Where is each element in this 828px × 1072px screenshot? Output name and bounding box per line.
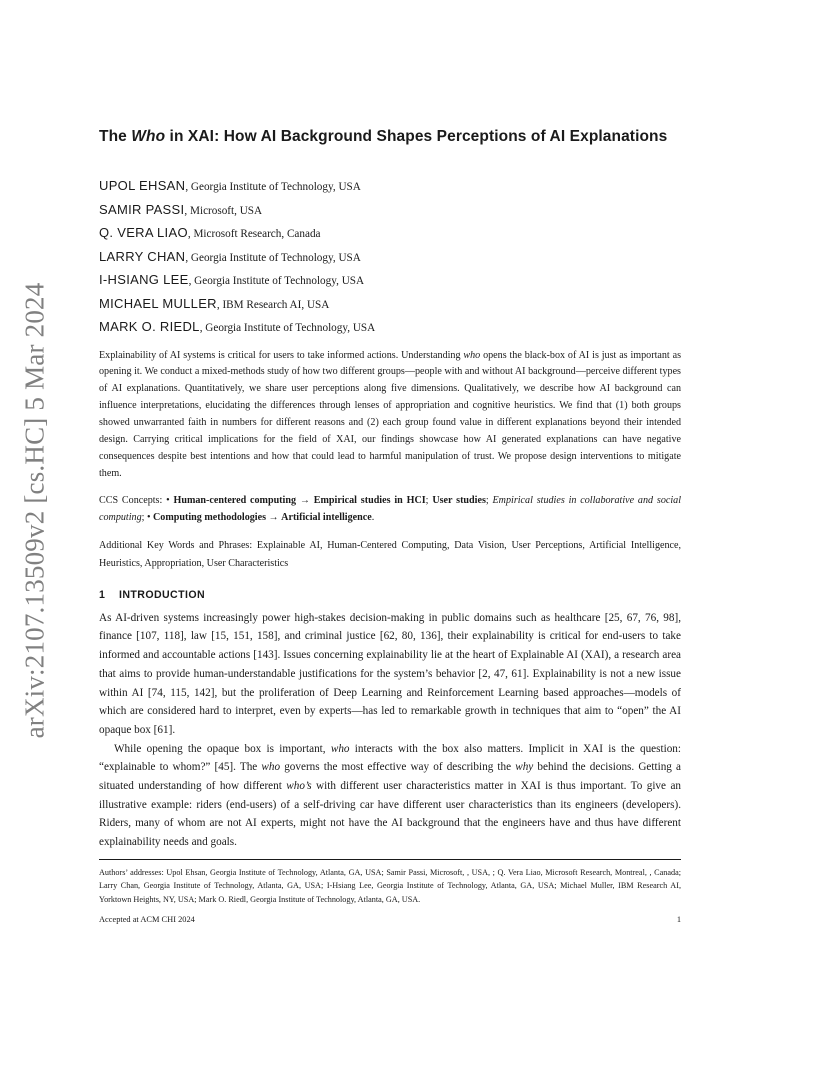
paper-title bbox=[99, 126, 681, 148]
author-line bbox=[99, 269, 681, 293]
arxiv-identifier-sidebar bbox=[12, 260, 58, 760]
author-line bbox=[99, 316, 681, 340]
title-suffix: in XAI: How AI Background Shapes Perceptions of AI Explanations bbox=[165, 128, 668, 145]
author-affiliation: , Georgia Institute of Technology, USA bbox=[185, 251, 361, 264]
author-affiliation: , Georgia Institute of Technology, USA bbox=[185, 181, 361, 193]
abstract: Explainability of AI systems is critical for users to take informed actions. Understanding who opens the black-box of AI is just as important as opening it. We conduct a mixed-methods study of how two different groups—people with and without AI background—perceive different types of AI explanations. Quantitatively, we share user perceptions along five dimensions. Qualitatively, we describe how AI background can influence interpretations, elucidating the differences through lenses of appropriation and cognitive heuristics. We find that (1) both groups showed unwarranted faith in numbers for different reasons and (2) each group found value in different explanations beyond their intended design. Carrying critical implications for the field of XAI, our findings showcase how AI generated explanations can have negative consequences despite best intentions and how that could lead to harmful manipulation of trust. We propose design interventions to mitigate them. bbox=[99, 349, 681, 479]
author-affiliation: , IBM Research AI, USA bbox=[216, 298, 330, 311]
ccs-concepts: CCS Concepts: • Human-centered computing → Empirical studies in HCI; User studies; Empirical studies in collaborative and social computing; • Computing methodologies → Artificial intelligence. bbox=[99, 494, 682, 523]
author-affiliation: , Georgia Institute of Technology, USA bbox=[188, 275, 365, 287]
section-number: 1 bbox=[99, 588, 106, 601]
author-line bbox=[99, 246, 681, 270]
author-line bbox=[99, 222, 681, 246]
author-line bbox=[99, 199, 681, 223]
author-affiliation: , Microsoft, USA bbox=[184, 204, 263, 217]
additional-keywords: Additional Key Words and Phrases: Explainable AI, Human-Centered Computing, Data Vision, User Perceptions, Artificial Intelligence, Heuristics, Appropriation, User Characteristics bbox=[99, 539, 681, 570]
section-title: INTRODUCTION bbox=[119, 588, 206, 601]
author-name: I-HSIANG LEE bbox=[99, 272, 189, 287]
author-name: MARK O. RIEDL bbox=[99, 319, 200, 334]
author-name: SAMIR PASSI bbox=[99, 201, 185, 217]
section-heading-introduction bbox=[99, 589, 681, 601]
title-emphasis: Who bbox=[131, 128, 166, 145]
author-line bbox=[99, 175, 681, 199]
author-list bbox=[99, 175, 681, 340]
footnote-divider bbox=[99, 859, 681, 860]
page-number: 1 bbox=[676, 914, 681, 924]
author-line bbox=[99, 293, 681, 317]
author-name: LARRY CHAN bbox=[99, 248, 186, 264]
body-paragraph: As AI-driven systems increasingly power high-stakes decision-making in public domains such as healthcare [25, 67, 76, 98], finance [107, 118], law [15, 151, 158], and criminal justice [62, 80, 136], their explainability is critical for end-users to take informed and accountable actions [143]. Issues concerning explainability lie at the heart of Explainable AI (XAI), a research area that aims to provide human-understandable justifications for the system’s behavior [2, 47, 61]. Explainability is not a new issue within AI [74, 115, 142], but the proliferation of Deep Learning and Reinforcement Learning based approaches—models of which are considered hard to interpret, even by experts—has led to remarkable growth in techniques that aim to “open” the AI opaque box [61]. bbox=[99, 611, 681, 736]
title-prefix: The bbox=[99, 128, 132, 145]
author-name: MICHAEL MULLER bbox=[99, 295, 217, 311]
page-footer bbox=[99, 915, 681, 924]
arxiv-identifier[interactable]: arXiv:2107.13509v2 [cs.HC] 5 Mar 2024 bbox=[19, 282, 50, 738]
page-content bbox=[99, 120, 681, 924]
author-name: UPOL EHSAN bbox=[99, 178, 186, 193]
author-affiliation: , Georgia Institute of Technology, USA bbox=[199, 322, 376, 334]
body-paragraph: While opening the opaque box is important, who interacts with the box also matters. Implicit in XAI is the question: “explainable to whom?” [45]. The who governs the most effective way of describing the why behind the decisions. Getting a situated understanding of how different who’s with different user characteristics matter in XAI is thus important. To give an illustrative example: riders (end-users) of a self-driving car have different user characteristics than its engineers (developers). Riders, many of whom are not AI experts, might not have the AI background that the engineers have and thus have different explainability needs and goals. bbox=[99, 742, 682, 849]
venue-note: Accepted at ACM CHI 2024 bbox=[99, 914, 195, 924]
author-affiliation: , Microsoft Research, Canada bbox=[187, 228, 321, 240]
author-name: Q. VERA LIAO bbox=[99, 225, 188, 240]
author-addresses-footnote: Authors’ addresses: Upol Ehsan, Georgia Institute of Technology, Atlanta, GA, USA; Samir Passi, Microsoft, , USA, ; Q. Vera Liao, Microsoft Research, Montreal, , Canada; Larry Chan, Georgia Institute of Technology, Atlanta, GA, USA; I-Hsiang Lee, Georgia Institute of Technology, Atlanta, GA, USA; Michael Muller, IBM Research AI, Yorktown Heights, NY, USA; Mark O. Riedl, Georgia Institute of Technology, Atlanta, GA, USA. bbox=[99, 867, 681, 905]
